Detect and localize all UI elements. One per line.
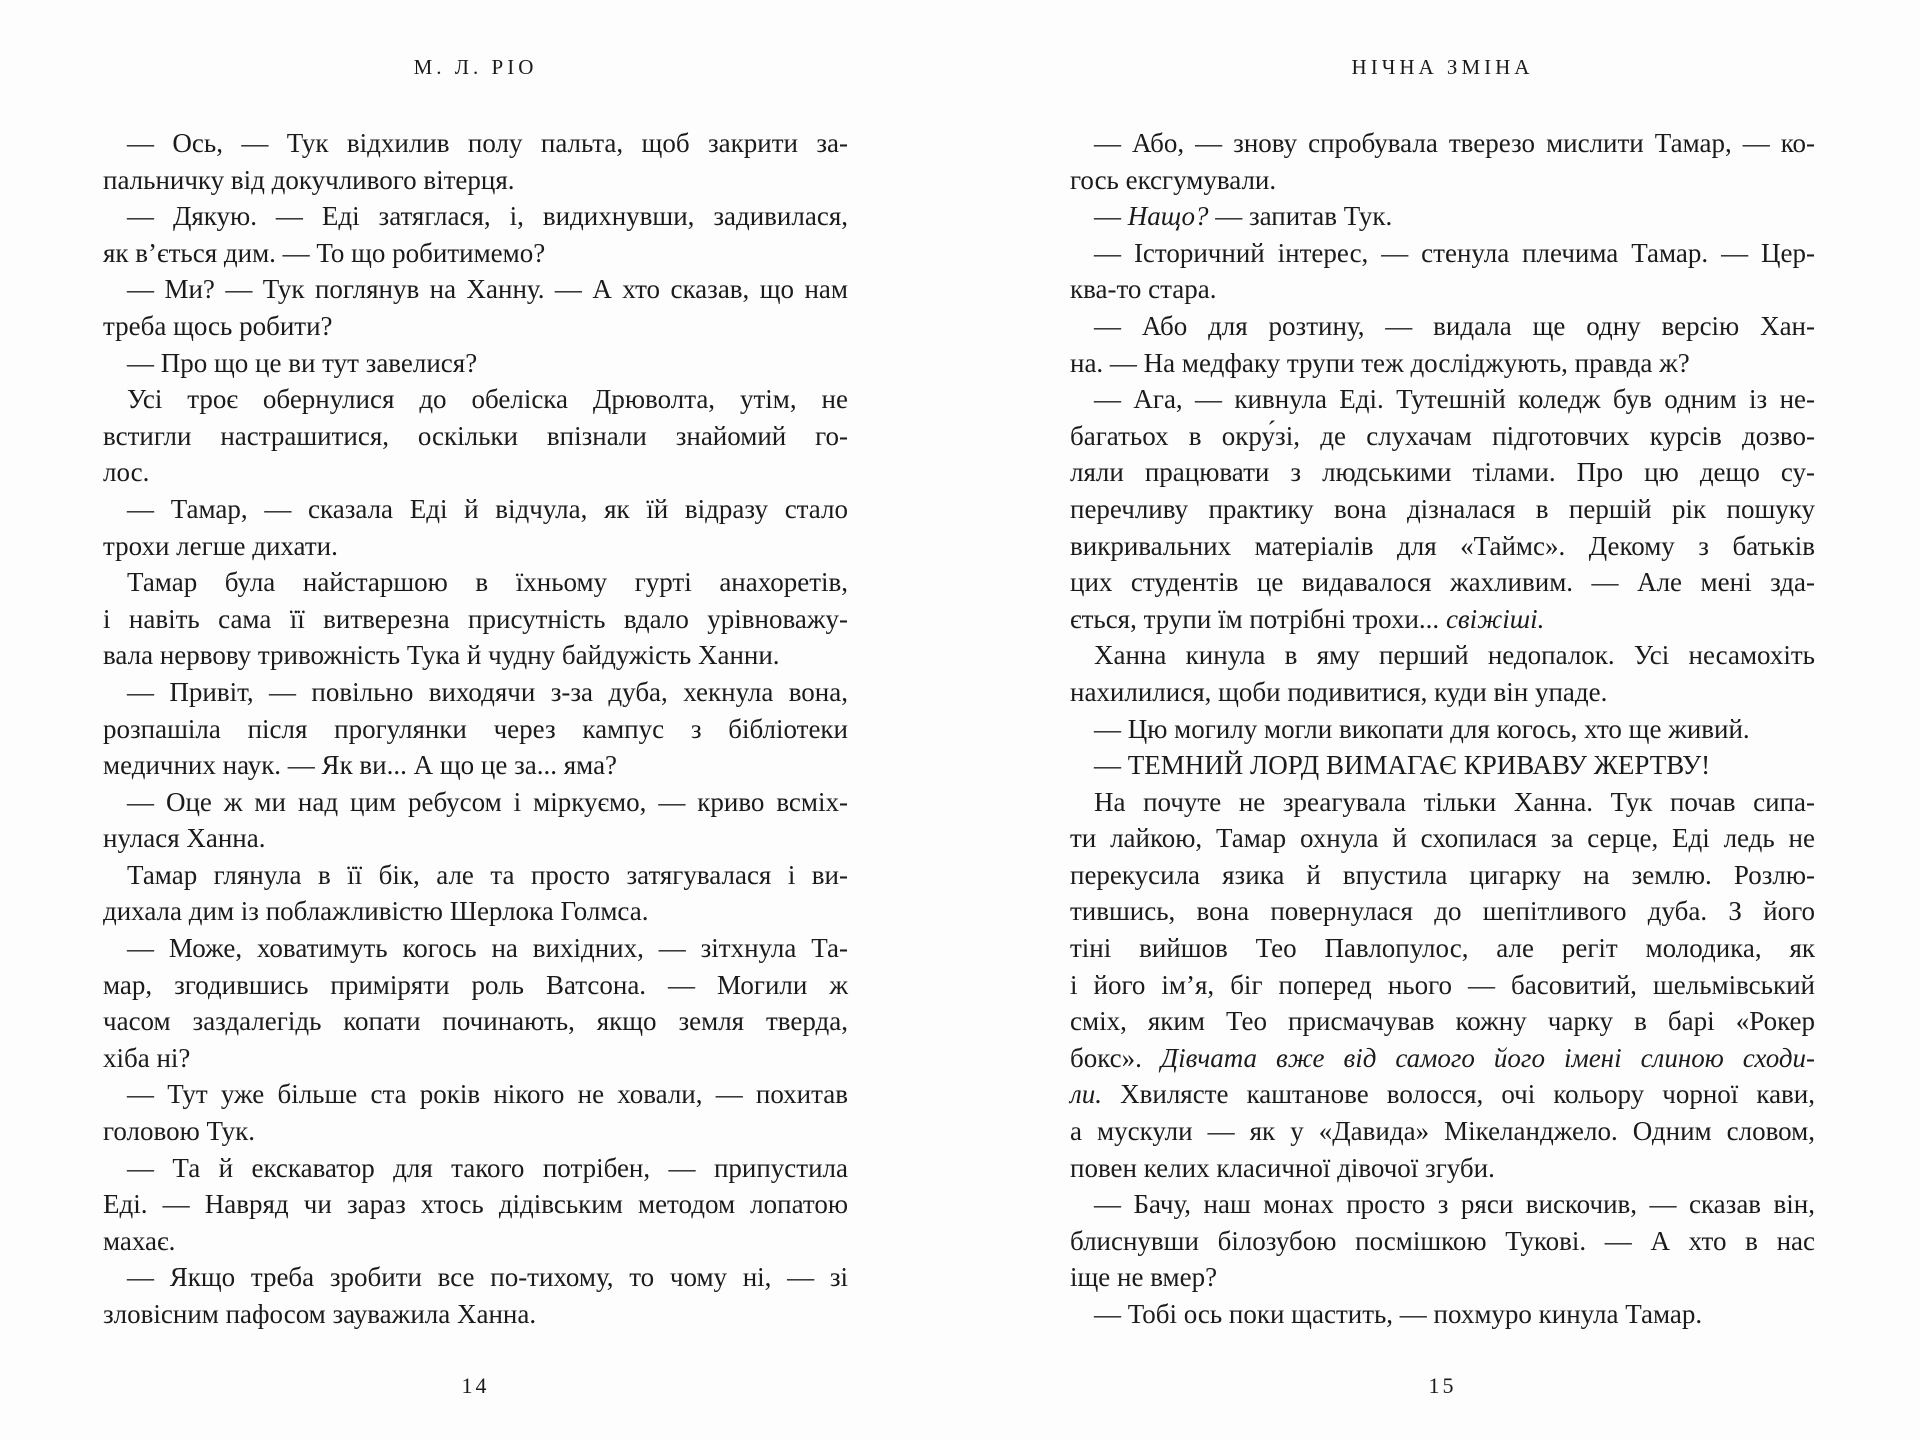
- text-line: повен келих класичної дівочої згуби.: [1070, 1152, 1495, 1183]
- text-line: блиснувши білозубою посмішкою Тукові. — А хто в нас: [1070, 1225, 1815, 1256]
- text-line: — ТЕМНИЙ ЛОРД ВИМАГАЄ КРИВАВУ ЖЕРТВУ!: [1094, 750, 1711, 781]
- text-line: треба щось робити?: [103, 310, 333, 341]
- text-line: дихала дим із поблажливістю Шерлока Голмса.: [103, 896, 649, 927]
- text-line: — Ага, — кивнула Еді. Тутешній коледж був одним із не-: [1094, 384, 1815, 415]
- text-line: перекусила язика й впустила цигарку на землю. Розлю-: [1070, 859, 1815, 890]
- text-line: лос.: [103, 457, 150, 488]
- text-line: — Тобі ось поки щастить, — похмуро кинула Тамар.: [1094, 1299, 1703, 1329]
- text-line: а мускули — як у «Давида» Мікеланджело. Одним словом,: [1070, 1116, 1815, 1147]
- text-line: — Ми? — Тук поглянув на Ханну. — А хто сказав, що нам: [127, 274, 848, 305]
- text-line: — Та й екскаватор для такого потрібен, — припустила: [127, 1152, 848, 1183]
- left-page: [103, 0, 848, 1440]
- text-line: вала нервову тривожність Тука й чудну байдужість Ханни.: [103, 640, 780, 671]
- running-header-title: НІЧНА ЗМІНА: [1351, 55, 1534, 79]
- text-line: — Історичний інтерес, — стенула плечима Тамар. — Цер-: [1094, 237, 1815, 268]
- text-line: Ханна кинула в яму перший недопалок. Усі несамохіть: [1094, 640, 1815, 671]
- text-line: — Тамар, — сказала Еді й відчула, як їй відразу стало: [127, 493, 848, 524]
- italic-text: свіжіші.: [1445, 603, 1545, 634]
- text-line: гось ексгумували.: [1070, 164, 1277, 195]
- page-number-right: 15: [1428, 1372, 1457, 1398]
- text-line: — Цю могилу могли викопати для когось, хто ще живий.: [1094, 713, 1750, 744]
- text-line: ється, трупи їм потрібні трохи... свіжіші.: [1070, 603, 1545, 634]
- text-line: — Привіт, — повільно виходячи з-за дуба, хекнула вона,: [127, 676, 848, 707]
- italic-text: ли.: [1070, 1079, 1103, 1110]
- text-line: мар, згодившись приміряти роль Ватсона. — Могили ж: [103, 969, 848, 1000]
- text-line: на. — На медфаку трупи теж досліджують, правда ж?: [1070, 347, 1690, 378]
- text-line: медичних наук. — Як ви... А що це за... яма?: [103, 750, 618, 781]
- text-line: нахилилися, щоби подивитися, куди він упаде.: [1070, 676, 1608, 707]
- text-line: — Дякую. — Еді затяглася, і, видихнувши, задивилася,: [127, 201, 848, 232]
- text-line: розпашіла після прогулянки через кампус з бібліотеки: [103, 713, 848, 744]
- italic-text: Нащо?: [1127, 201, 1209, 232]
- text-line: багатьох в окру́зі, де слухачам підготовчих курсів дозво-: [1070, 420, 1815, 451]
- right-page-body: [1070, 125, 1815, 1333]
- text-line: як в’ється дим. — То що робитимемо?: [103, 237, 546, 268]
- text-line: хіба ні?: [103, 1042, 191, 1073]
- italic-text: Дівчата вже від самого його імені слиною сходи-: [1160, 1042, 1815, 1073]
- text-line: нулася Ханна.: [103, 823, 266, 854]
- right-page: [1070, 0, 1815, 1440]
- text-line: — Про що це ви тут завелися?: [127, 347, 478, 378]
- text-line: іще не вмер?: [1070, 1262, 1218, 1293]
- text-line: і його ім’я, біг поперед нього — басовитий, шельмівський: [1070, 969, 1815, 1000]
- text-line: зловісним пафосом зауважила Ханна.: [103, 1299, 537, 1329]
- text-line: цих студентів це видавалося жахливим. — Але мені зда-: [1070, 567, 1815, 598]
- text-line: — Оце ж ми над цим ребусом і міркуємо, — криво всміх-: [127, 786, 848, 817]
- running-header-author: М. Л. РІО: [413, 55, 538, 79]
- text-line: і навіть сама її витверезна присутність вдало урівноважу-: [103, 603, 848, 634]
- text-line: махає.: [103, 1225, 176, 1256]
- text-line: — Або, — знову спробувала тверезо мислити Тамар, — ко-: [1094, 128, 1815, 158]
- text-line: сміх, яким Тео присмачував кожну чарку в барі «Рокер: [1070, 1006, 1815, 1037]
- text-line: тившись, вона повернулася до шепітливого дуба. З його: [1070, 896, 1815, 927]
- page-number-left: 14: [461, 1372, 490, 1398]
- text-line: — Тут уже більше ста років нікого не ховали, — похитав: [127, 1079, 848, 1110]
- text-line: викривальних матеріалів для «Таймс». Декому з батьків: [1070, 530, 1815, 561]
- text-line: — Ось, — Тук відхилив полу пальта, щоб закрити за-: [127, 128, 848, 158]
- text-line: Усі троє обернулися до обеліска Дрюволта, утім, не: [127, 384, 848, 415]
- text-line: бокс». Дівчата вже від самого його імені слиною сходи-: [1070, 1042, 1815, 1073]
- text-line: Еді. — Навряд чи зараз хтось дідівським методом лопатою: [103, 1189, 848, 1220]
- text-line: тіні вийшов Тео Павлопулос, але регіт молодика, як: [1070, 933, 1815, 964]
- text-line: ляли працювати з людськими тілами. Про цю дещо су-: [1070, 457, 1815, 488]
- text-line: ти лайкою, Тамар охнула й схопилася за серце, Еді ледь не: [1070, 823, 1815, 854]
- text-line: ква-то стара.: [1070, 274, 1217, 305]
- text-line: — Якщо треба зробити все по-тихому, то чому ні, — зі: [127, 1262, 848, 1293]
- text-line: головою Тук.: [103, 1116, 256, 1147]
- text-line: часом заздалегідь копати починають, якщо земля тверда,: [103, 1006, 848, 1037]
- text-line: встигли настрашитися, оскільки впізнали знайомий го-: [103, 420, 848, 451]
- text-line: пальничку від докучливого вітерця.: [103, 164, 515, 195]
- text-line: трохи легше дихати.: [103, 530, 338, 561]
- text-line: Тамар глянула в її бік, але та просто затягувалася і ви-: [127, 859, 848, 890]
- text-line: На почуте не зреагувала тільки Ханна. Тук почав сипа-: [1094, 786, 1815, 817]
- text-line: — Нащо? — запитав Тук.: [1094, 201, 1393, 232]
- left-page-body: [103, 125, 848, 1333]
- text-line: — Бачу, наш монах просто з ряси вискочив, — сказав він,: [1094, 1189, 1815, 1220]
- text-line: Тамар була найстаршою в їхньому гурті анахоретів,: [127, 567, 848, 598]
- text-line: ли. Хвилясте каштанове волосся, очі кольору чорної кави,: [1070, 1079, 1815, 1110]
- text-line: — Може, ховатимуть когось на вихідних, — зітхнула Та-: [127, 933, 848, 964]
- text-line: перечливу практику вона дізналася в першій рік пошуку: [1070, 493, 1815, 524]
- text-line: — Або для розтину, — видала ще одну версію Хан-: [1094, 310, 1815, 341]
